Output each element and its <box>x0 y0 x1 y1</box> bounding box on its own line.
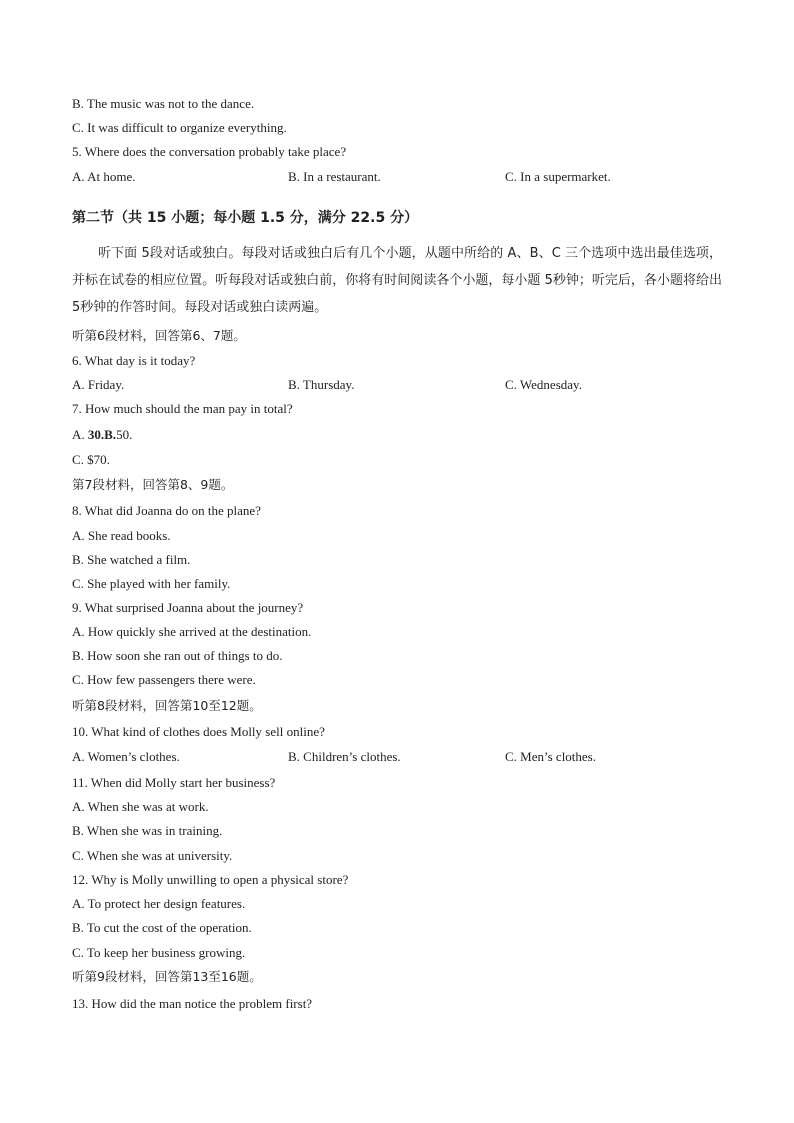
section-instructions: 听下面 5段对话或独白。每段对话或独白后有几个小题，从题中所给的 A、B、C 三个选项中选出最佳选项，并标在试卷的相应位置。听每段对话或独白前，你将有时间阅读各个小题，每小题 5秒钟；听完后，各小题将给出 5秒钟的作答时间。每段对话或独白读两遍。 <box>72 246 722 315</box>
question-13: 13. How did the man notice the problem first? <box>72 996 313 1011</box>
question-10: 10. What kind of clothes does Molly sell online? <box>72 724 325 739</box>
section-heading: 第二节（共 15 小题；每小题 1.5 分，满分 22.5 分） <box>72 210 419 226</box>
question-6: 6. What day is it today? <box>72 353 196 368</box>
q5-option-c: C. In a supermarket. <box>505 169 611 184</box>
q5-option-b: B. In a restaurant. <box>288 169 381 184</box>
q10-option-c: C. Men’s clothes. <box>505 749 596 764</box>
material-9-header: 听第9段材料，回答第13至16题。 <box>72 969 262 984</box>
q10-option-a: A. Women’s clothes. <box>72 749 180 764</box>
q8-option-c: C. She played with her family. <box>72 576 231 591</box>
q12-option-b: B. To cut the cost of the operation. <box>72 920 252 935</box>
material-6-header: 听第6段材料，回答第6、7题。 <box>72 328 246 343</box>
q4-option-c: C. It was difficult to organize everything. <box>72 120 287 135</box>
q7-option-a-value: 30.B. <box>87 427 117 442</box>
question-8: 8. What did Joanna do on the plane? <box>72 503 261 518</box>
q6-option-b: B. Thursday. <box>288 377 355 392</box>
q7-options-ab <box>72 427 132 443</box>
q6-option-a: A. Friday. <box>72 377 125 392</box>
q5-option-a: A. At home. <box>72 169 136 184</box>
q6-option-c: C. Wednesday. <box>505 377 582 392</box>
question-5: 5. Where does the conversation probably take place? <box>72 144 347 159</box>
q4-option-b: B. The music was not to the dance. <box>72 96 255 111</box>
q7-option-b-value: 50. <box>116 427 133 442</box>
question-12: 12. Why is Molly unwilling to open a physical store? <box>72 872 349 887</box>
q7-option-c: C. $70. <box>72 452 110 467</box>
q9-option-c: C. How few passengers there were. <box>72 672 256 687</box>
q10-option-b: B. Children’s clothes. <box>288 749 401 764</box>
q11-option-c: C. When she was at university. <box>72 848 233 863</box>
q6-options <box>72 377 582 393</box>
q9-option-b: B. How soon she ran out of things to do. <box>72 648 283 663</box>
material-8-header: 听第8段材料，回答第10至12题。 <box>72 698 262 713</box>
material-7-header: 第7段材料，回答第8、9题。 <box>72 477 234 492</box>
q5-options <box>72 169 611 185</box>
q11-option-a: A. When she was at work. <box>72 799 209 814</box>
q8-option-b: B. She watched a film. <box>72 552 191 567</box>
q10-options <box>72 749 596 765</box>
question-11: 11. When did Molly start her business? <box>72 775 276 790</box>
question-9: 9. What surprised Joanna about the journey? <box>72 600 304 615</box>
q7-option-a-label: A. <box>72 427 88 442</box>
q9-option-a: A. How quickly she arrived at the destination. <box>72 624 312 639</box>
q12-option-c: C. To keep her business growing. <box>72 945 246 960</box>
q11-option-b: B. When she was in training. <box>72 823 223 838</box>
q12-option-a: A. To protect her design features. <box>72 896 246 911</box>
question-7: 7. How much should the man pay in total? <box>72 401 293 416</box>
q8-option-a: A. She read books. <box>72 528 171 543</box>
